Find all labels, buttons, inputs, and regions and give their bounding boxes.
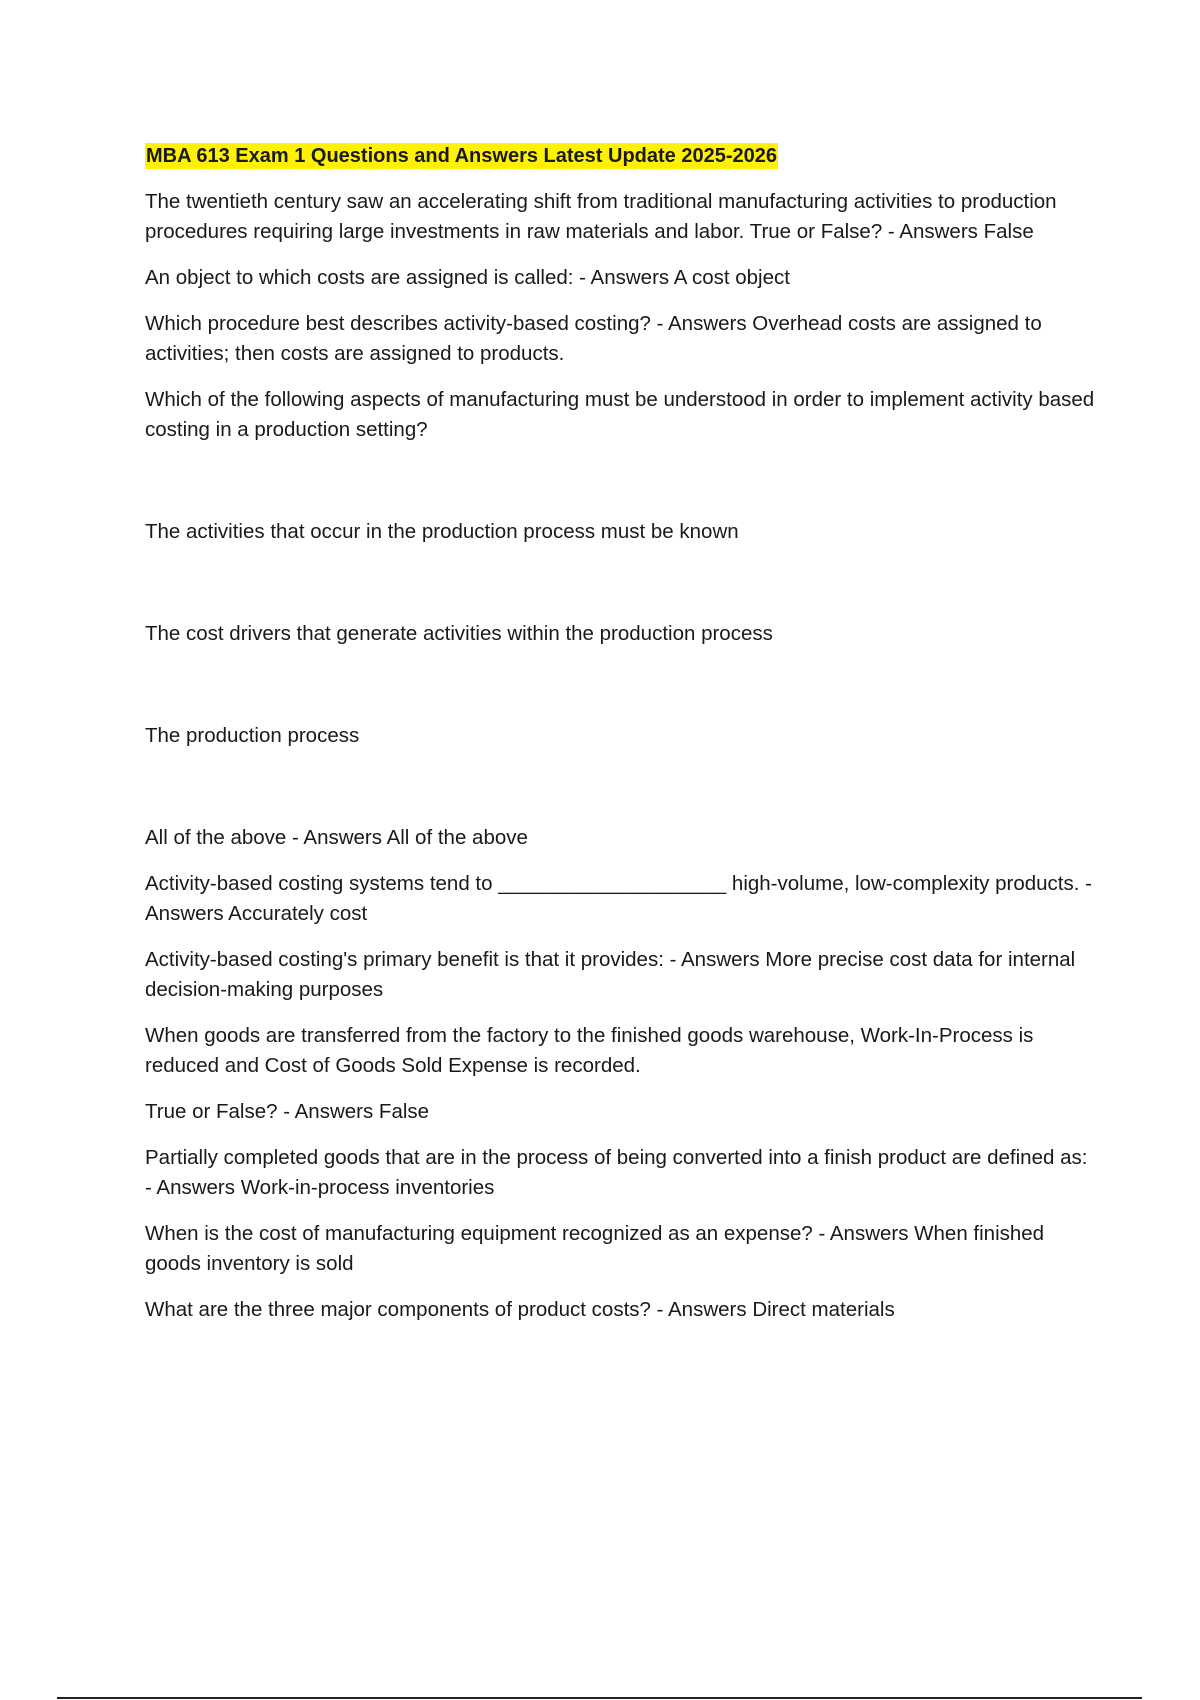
paragraph-5: The activities that occur in the production process must be known [145, 520, 739, 543]
paragraph-10: Activity-based costing's primary benefit is that it provides: - Answers More precise cost data for internal decision-making purposes [145, 948, 1076, 1001]
paragraph-3: Which procedure best describes activity-based costing? - Answers Overhead costs are assigned to activities; then costs are assigned to products. [145, 312, 1042, 365]
paragraph-9: Activity-based costing systems tend to ____________________ high-volume, low-complexity products. - Answers Accurately cost [145, 872, 1092, 925]
paragraph-14: When is the cost of manufacturing equipment recognized as an expense? - Answers When finished goods inventory is sold [145, 1222, 1045, 1275]
paragraph-15: What are the three major components of product costs? - Answers Direct materials [145, 1298, 895, 1321]
document-page [145, 143, 1095, 1341]
paragraph-13: Partially completed goods that are in the process of being converted into a finish product are defined as: - Answers Work-in-process inventories [145, 1146, 1088, 1199]
paragraph-12: True or False? - Answers False [145, 1100, 430, 1123]
page-bottom-rule [57, 1697, 1142, 1699]
paragraph-2: An object to which costs are assigned is called: - Answers A cost object [145, 266, 790, 289]
paragraph-6: The cost drivers that generate activities within the production process [145, 622, 773, 645]
paragraph-1: The twentieth century saw an accelerating shift from traditional manufacturing activities to production procedures requiring large investments in raw materials and labor. True or False? - Answers False [145, 190, 1057, 243]
document-title: MBA 613 Exam 1 Questions and Answers Latest Update 2025-2026 [146, 145, 777, 167]
paragraph-11: When goods are transferred from the factory to the finished goods warehouse, Work-In-Process is reduced and Cost of Goods Sold Expense is recorded. [145, 1024, 1034, 1077]
paragraph-8: All of the above - Answers All of the above [145, 826, 528, 849]
paragraph-4: Which of the following aspects of manufacturing must be understood in order to implement activity based costing in a production setting? [145, 388, 1095, 441]
paragraph-7: The production process [145, 724, 360, 747]
